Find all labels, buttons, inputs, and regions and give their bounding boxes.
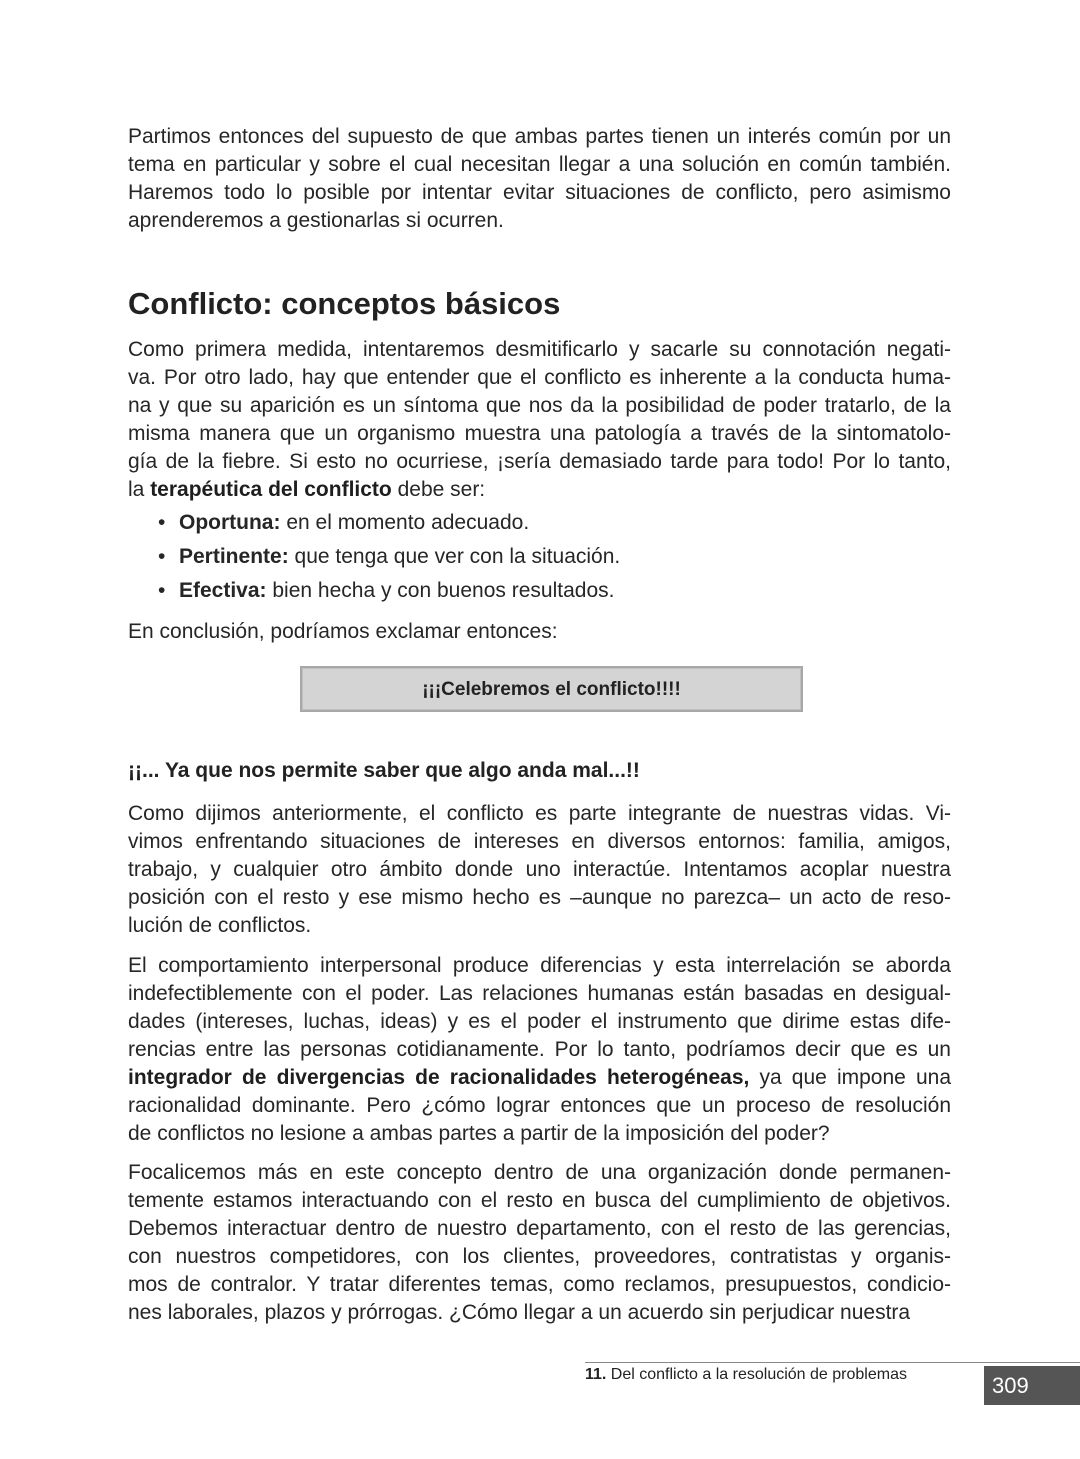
bullet-item — [158, 543, 620, 571]
text-run: debe ser: — [391, 478, 486, 501]
bullet-term: Oportuna: — [179, 511, 281, 534]
text-run: vimos enfrentando situaciones de intereses en diversos entornos: familia, amigos, — [128, 830, 951, 853]
text-run: Focalicemos más en este concepto dentro de una organización donde permanen- — [128, 1161, 951, 1184]
text-run: racionalidad dominante. Pero ¿cómo lograr entonces que un proceso de resolución — [128, 1094, 951, 1117]
bullet-term: Pertinente: — [179, 545, 289, 568]
text-run: gía de la fiebre. Si esto no ocurriese, ¡sería demasiado tarde para todo! Por lo tanto, — [128, 450, 951, 473]
text-line — [128, 1215, 951, 1243]
text-run: Haremos todo lo posible por intentar evitar situaciones de conflicto, pero asimismo — [128, 181, 951, 204]
bold-text: integrador de divergencias de racionalidades heterogéneas, — [128, 1066, 750, 1089]
page-number: 309 — [984, 1366, 1080, 1405]
text-run: En conclusión, podríamos exclamar entonces: — [128, 620, 558, 643]
text-run: El comportamiento interpersonal produce diferencias y esta interrelación se aborda — [128, 954, 951, 977]
subheading: ¡¡... Ya que nos permite saber que algo anda mal...!! — [128, 759, 640, 782]
bullet-item — [158, 577, 614, 605]
text-run: na y que su aparición es un síntoma que nos da la posibilidad de poder tratarlo, de la — [128, 394, 951, 417]
text-run: de conflictos no lesione a ambas partes a partir de la imposición del poder? — [128, 1122, 830, 1145]
text-run: nes laborales, plazos y prórrogas. ¿Cómo llegar a un acuerdo sin perjudicar nuestra — [128, 1301, 911, 1324]
text-run: ya que impone una — [749, 1066, 952, 1089]
paragraph-interpersonal-behavior — [128, 952, 951, 1148]
text-line — [128, 1064, 951, 1092]
text-run: temente estamos interactuando con el resto en busca del cumplimiento de objetivos. — [128, 1189, 951, 1212]
bullet-text: en el momento adecuado. — [280, 511, 530, 534]
text-run: dades (intereses, luchas, ideas) y es el poder el instrumento que dirime estas dife- — [128, 1010, 951, 1033]
paragraph-conflict-part-of-life — [128, 800, 951, 940]
text-line — [128, 1243, 951, 1271]
text-line — [128, 1008, 951, 1036]
text-run: tema en particular y sobre el cual necesitan llegar a una solución en común también. — [128, 153, 951, 176]
bold-text: terapéutica del conflicto — [150, 478, 392, 501]
text-run: Como primera medida, intentaremos desmitificarlo y sacarle su connotación negati- — [128, 338, 951, 361]
paragraph-conclusion — [128, 618, 951, 646]
paragraph-intro — [128, 123, 951, 235]
text-run: mos de contralor. Y tratar diferentes temas, como reclamos, presupuestos, condicio- — [128, 1273, 951, 1296]
text-line — [128, 1036, 951, 1064]
callout-box: ¡¡¡Celebremos el conflicto!!!! — [300, 666, 803, 712]
text-line — [128, 151, 951, 179]
text-run: con nuestros competidores, con los clientes, proveedores, contratistas y organis- — [128, 1245, 951, 1268]
text-run: rencias entre las personas cotidianamente. Por lo tanto, podríamos decir que es un — [128, 1038, 951, 1061]
text-line — [128, 420, 951, 448]
bullet-text: que tenga que ver con la situación. — [288, 545, 621, 568]
text-line — [128, 364, 951, 392]
text-line — [128, 980, 951, 1008]
bullet-text: bien hecha y con buenos resultados. — [266, 579, 615, 602]
text-line — [128, 618, 951, 646]
text-line — [128, 856, 951, 884]
text-line — [128, 1159, 951, 1187]
text-run: Como dijimos anteriormente, el conflicto es parte integrante de nuestras vidas. Vi- — [128, 802, 951, 825]
paragraph-conflict-basics — [128, 336, 951, 504]
bullet-icon: • — [158, 545, 166, 568]
text-run: Debemos interactuar dentro de nuestro departamento, con el resto de las gerencias, — [128, 1217, 951, 1240]
text-run: indefectiblemente con el poder. Las relaciones humanas están basadas en desigual- — [128, 982, 951, 1005]
text-line — [128, 392, 951, 420]
text-run: posición con el resto y ese mismo hecho es –aunque no parezca– un acto de reso- — [128, 886, 951, 909]
text-line — [128, 1092, 951, 1120]
text-run: lución de conflictos. — [128, 914, 312, 937]
text-line — [128, 1299, 951, 1327]
text-line — [128, 179, 951, 207]
text-line — [128, 336, 951, 364]
text-line — [128, 800, 951, 828]
text-run: aprenderemos a gestionarlas si ocurren. — [128, 209, 504, 232]
text-line — [128, 476, 951, 504]
text-line — [128, 1271, 951, 1299]
text-line — [128, 123, 951, 151]
bullet-icon: • — [158, 579, 166, 602]
text-run: misma manera que un organismo muestra una patología a través de la sintomatolo- — [128, 422, 951, 445]
text-line — [128, 912, 951, 940]
text-line — [128, 884, 951, 912]
text-run: va. Por otro lado, hay que entender que el conflicto es inherente a la conducta huma- — [128, 366, 951, 389]
bullet-term: Efectiva: — [179, 579, 267, 602]
chapter-number: 11. — [585, 1366, 607, 1383]
text-line — [128, 1187, 951, 1215]
bullet-icon: • — [158, 511, 166, 534]
text-line — [128, 448, 951, 476]
section-heading: Conflicto: conceptos básicos — [128, 286, 561, 321]
bullet-item — [158, 509, 529, 537]
text-run: Partimos entonces del supuesto de que ambas partes tienen un interés común por un — [128, 125, 951, 148]
running-footer — [585, 1366, 907, 1384]
text-line — [128, 207, 951, 235]
footer-divider — [585, 1362, 1080, 1363]
text-run: trabajo, y cualquier otro ámbito donde uno interactúe. Intentamos acoplar nuestra — [128, 858, 951, 881]
text-line — [128, 952, 951, 980]
text-line — [128, 1120, 951, 1148]
text-line — [128, 828, 951, 856]
paragraph-organization — [128, 1159, 951, 1327]
text-run: la — [128, 478, 151, 501]
chapter-title: Del conflicto a la resolución de problemas — [606, 1366, 907, 1383]
